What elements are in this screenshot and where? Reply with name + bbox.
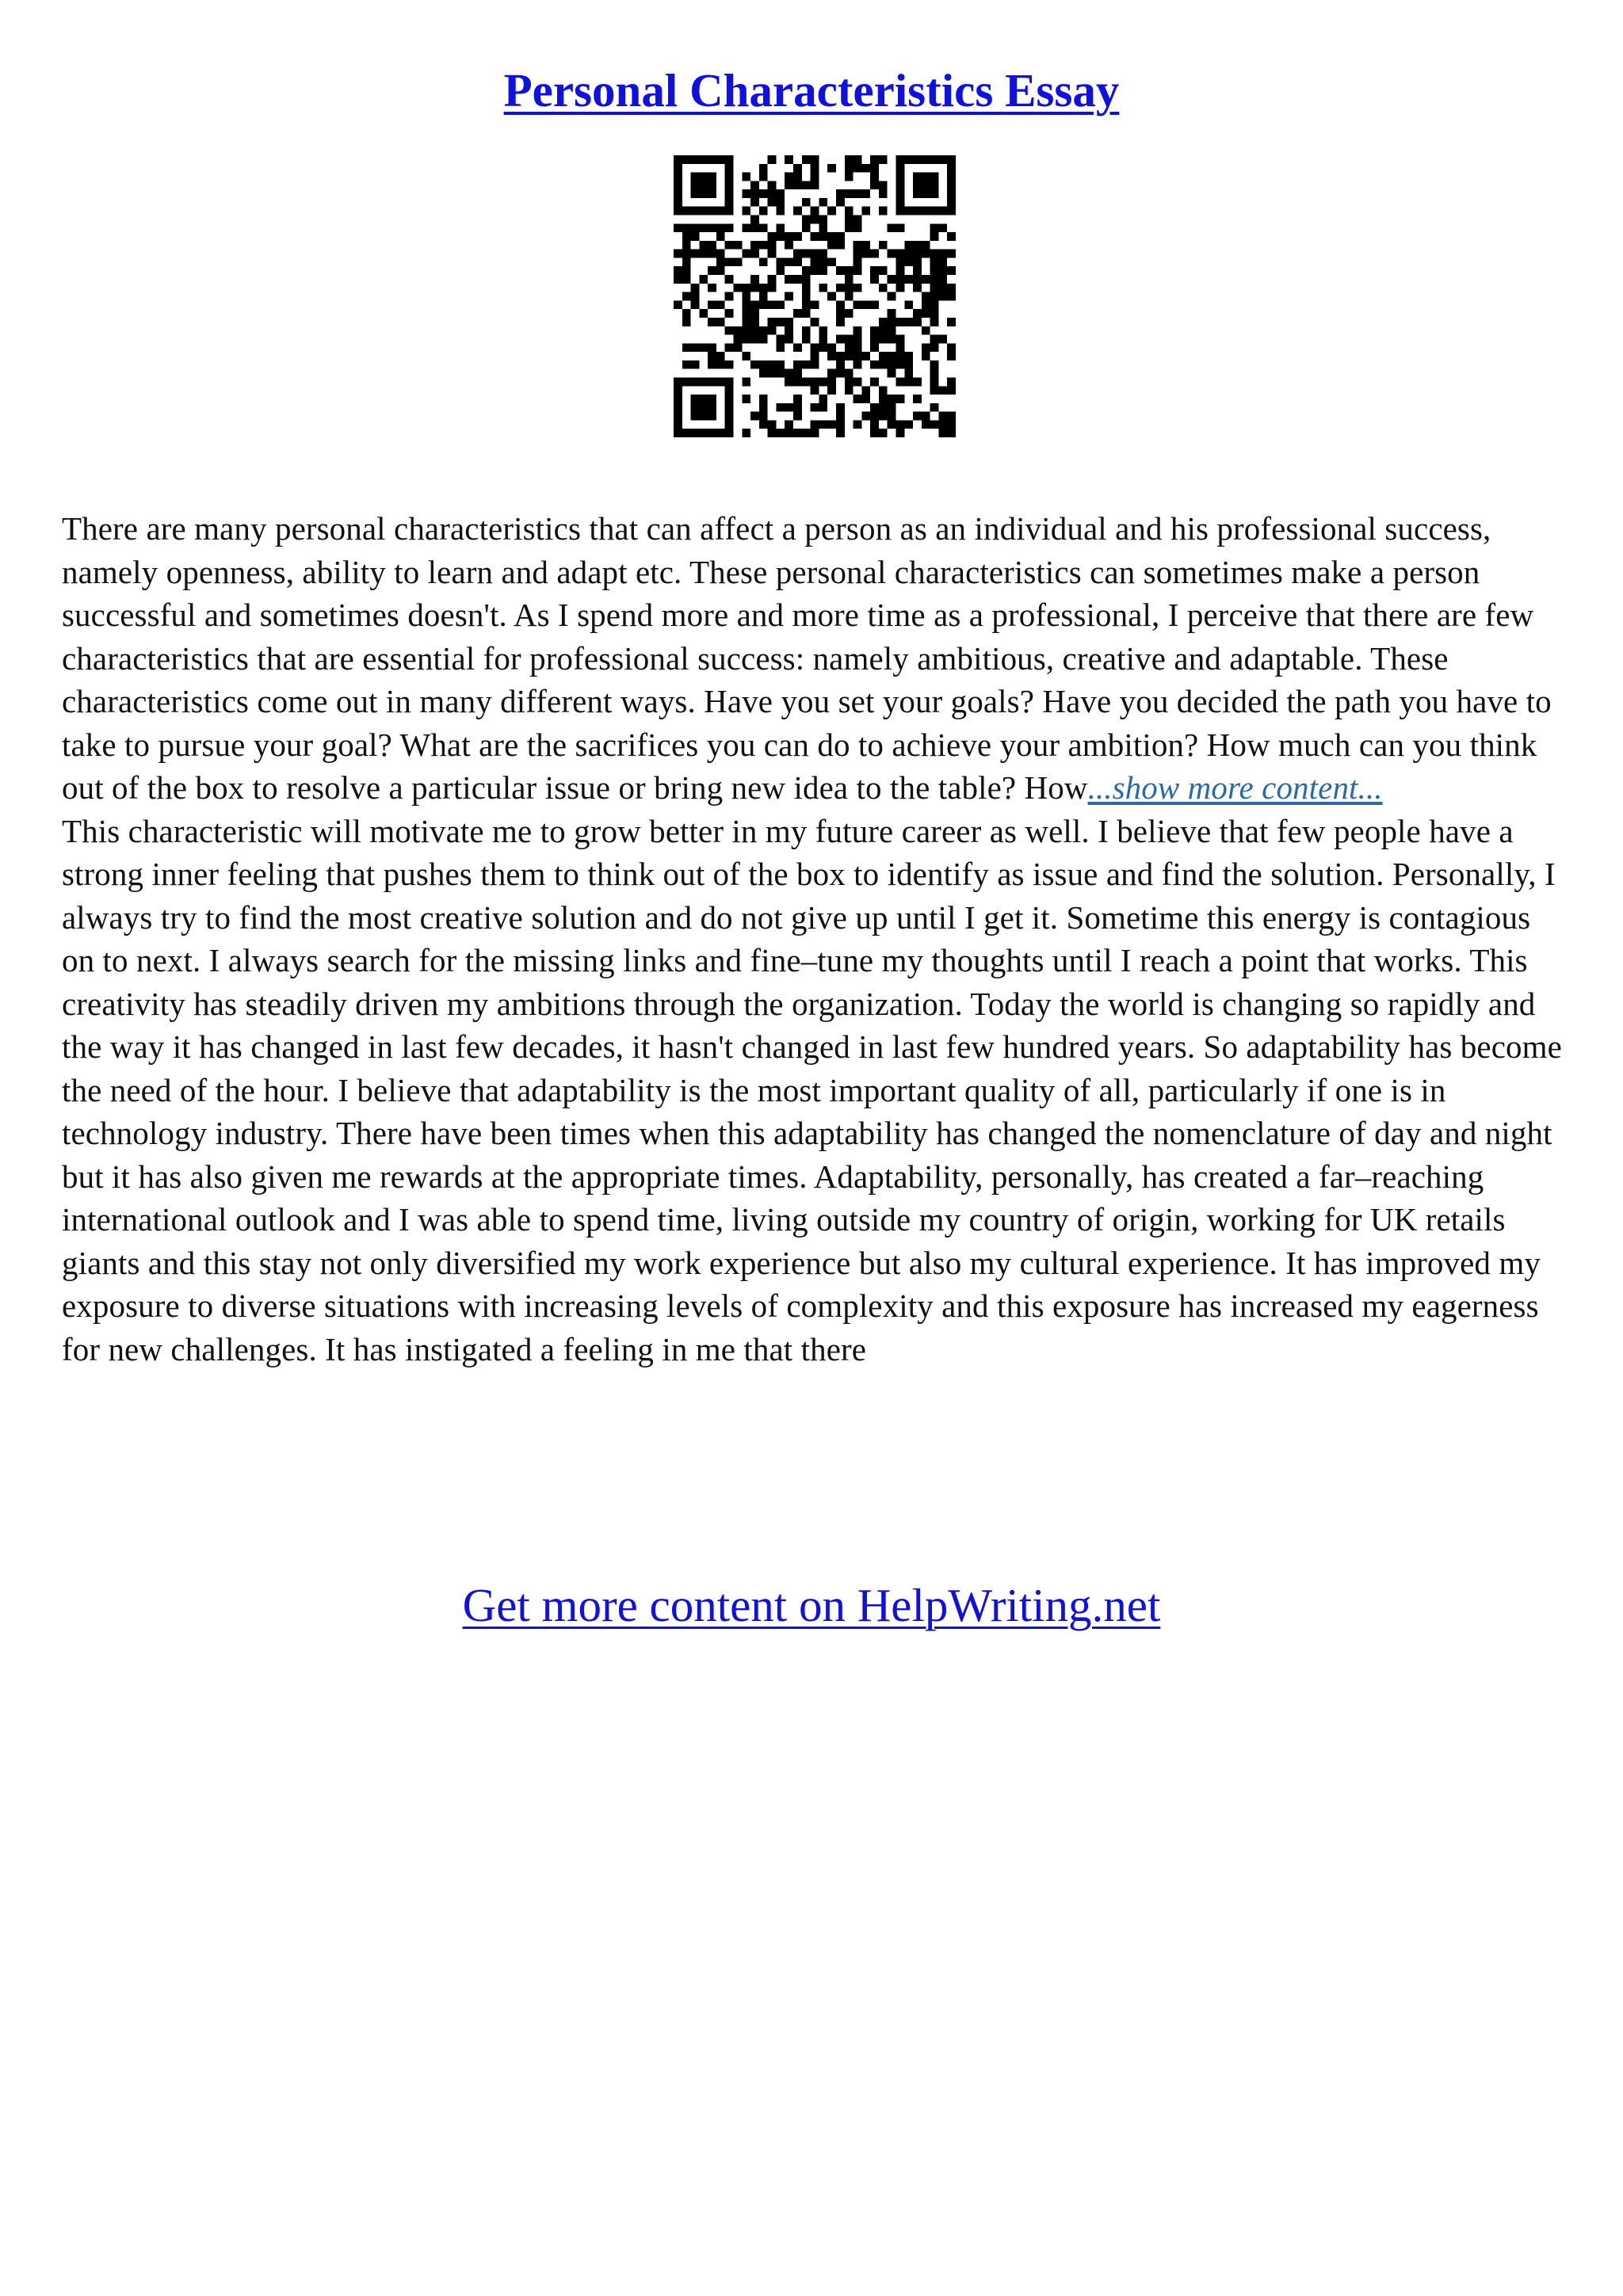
- essay-paragraph-2: This characteristic will motivate me to grow better in my future career as well. I believe that few people have a strong inner feeling that pushes them to think out of the box to identify as issue and find the solution. Personally, I always try to find the most creative solution and do not give up until I get it. Sometime this energy is contagious on to next. I always search for the missing links and fine–tune my thoughts until I reach a point that works. This creativity has steadily driven my ambitions through the organization. Today the world is changing so rapidly and the way it has changed in last few decades, it hasn't changed in last few hundred years. So adaptability has become the need of the hour. I believe that adaptability is the most important quality of all, particularly if one is in technology industry. There have been times when this adaptability has changed the nomenclature of day and night but it has also given me rewards at the appropriate times. Adaptability, personally, has created a far–reaching international outlook and I was able to spend time, living outside my country of origin, working for UK retails giants and this stay not only diversified my work experience but also my cultural experience. It has improved my exposure to diverse situations with increasing levels of complexity and this exposure has increased my eagerness for new challenges. It has instigated a feeling in me that there: [62, 812, 1562, 1367]
- paragraph-1-text: There are many personal characteristics that can affect a person as an individual and his professional success, namely openness, ability to learn and adapt etc. These personal characteristics can sometimes make a person successful and sometimes doesn't. As I spend more and more time as a professional, I perceive that there are few characteristics that are essential for professional success: namely ambitious, creative and adaptable. These characteristics come out in many different ways. Have you set your goals? Have you decided the path you have to take to pursue your goal? What are the sacrifices you can do to achieve your ambition? How much can you think out of the box to resolve a particular issue or bring new idea to the table? How: [62, 510, 1552, 806]
- title-link[interactable]: Personal Characteristics Essay: [503, 64, 1120, 116]
- essay-body: [62, 507, 1568, 1371]
- page-title: [0, 59, 1623, 122]
- qr-code-icon: [674, 155, 956, 437]
- footer: [0, 1573, 1623, 1637]
- footer-link[interactable]: Get more content on HelpWriting.net: [462, 1579, 1161, 1631]
- essay-paragraph-1: [62, 507, 1568, 810]
- show-more-link[interactable]: ...show more content...: [1087, 769, 1383, 806]
